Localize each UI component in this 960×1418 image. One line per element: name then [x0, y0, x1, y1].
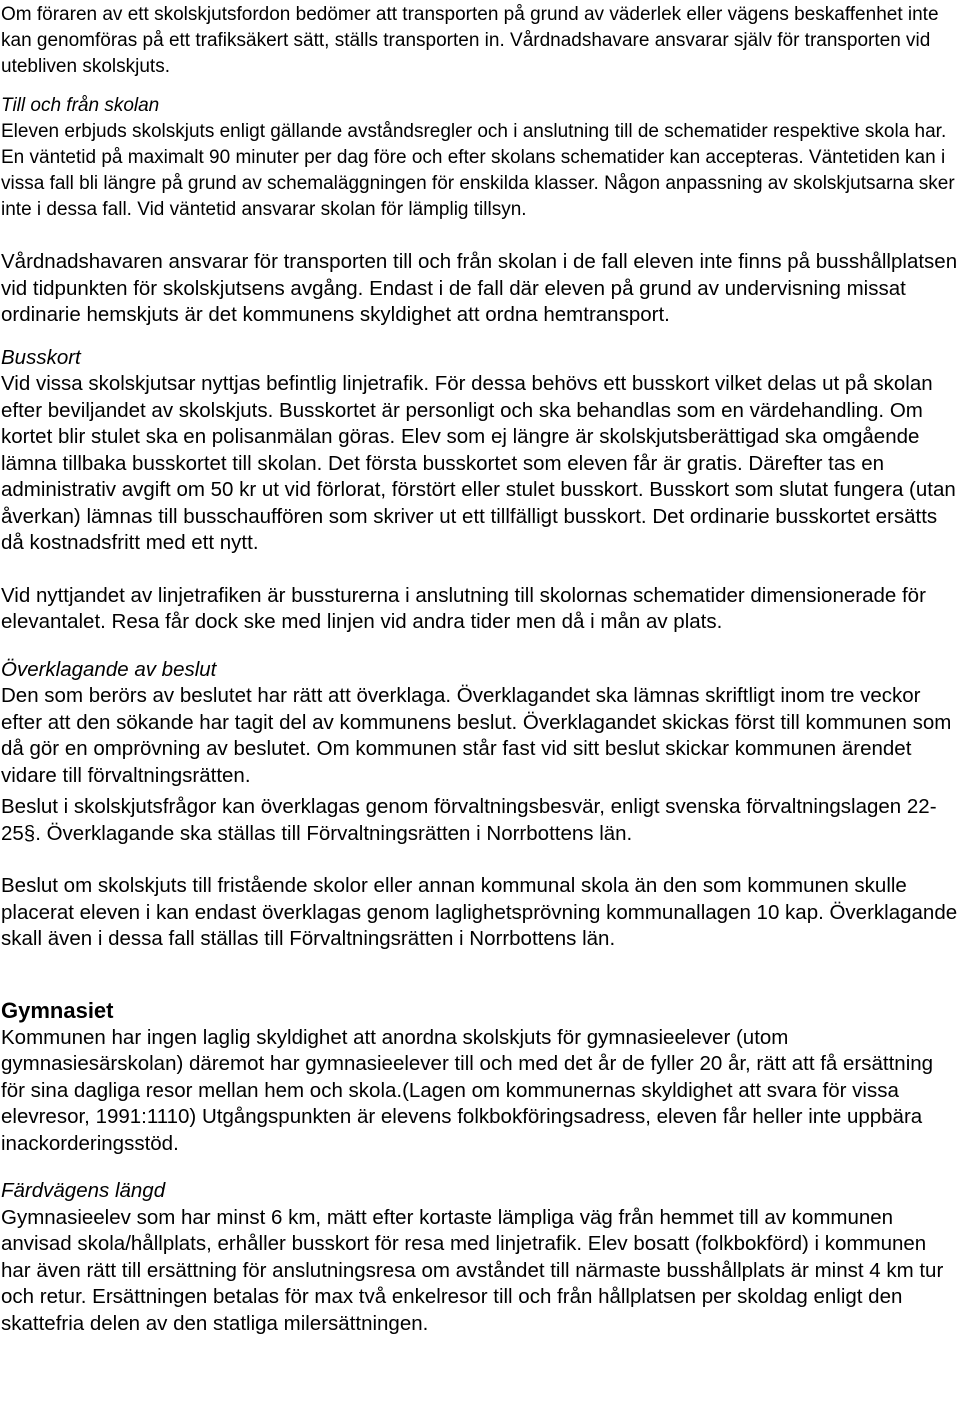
- paragraph-gymnasiet: Kommunen har ingen laglig skyldighet att anordna skolskjuts för gymnasieelever (utom gymnasiesärskolan) däremot har gymnasieelever till och med det år de fyller 20 år, rätt att få ersättning för sina dagliga resor mellan hem och skola.(Lagen om kommunernas skyldighet att svara för vissa elevresor, 1991:1110) Utgångspunkten är elevens folkbokföringsadress, eleven får heller inte uppbära inackorderingsstöd.: [1, 1025, 934, 1155]
- paragraph-fardvagens-langd: Gymnasieelev som har minst 6 km, mätt efter kortaste lämpliga väg från hemmet till av kommunen anvisad skola/hållplats, erhåller busskort för resa med linjetrafik. Elev bosatt (folkbokförd) i kommunen har även rätt till ersättning för anslutningsresa om avståndet till närmaste busshållplats är minst 4 km tur och retur. Ersättningen betalas för max två enkelresor till och från hållplatsen per skoldag enligt den skattefria delen av den statliga milersättningen.: [1, 1205, 944, 1335]
- paragraph-overklagande: Den som berörs av beslutet har rätt att överklaga. Överklagandet ska lämnas skriftligt inom tre veckor efter att den sökande har tagit del av kommunens beslut. Överklagandet skickas först till kommunen som då gör en omprövning av beslutet. Om kommunen står fast vid sitt beslut skickar kommunen ärendet vidare till förvaltningsrätten.: [1, 684, 952, 787]
- heading-gymnasiet: Gymnasiet: [1, 997, 114, 1023]
- subheading-overklagande: Överklagande av beslut: [1, 657, 217, 681]
- paragraph-fristaende-skolor: Beslut om skolskjuts till fristående skolor eller annan kommunal skola än den som kommunen skulle placerat eleven i kan endast överklagas genom laglighetsprövning kommunallagen 10 kap. Överklagande skall även i dessa fall ställas till Förvaltningsrätten i Norrbottens län.: [1, 874, 958, 950]
- subheading-busskort: Busskort: [1, 345, 81, 369]
- subheading-till-och-fran-skolan: Till och från skolan: [1, 95, 160, 116]
- paragraph-guardian-responsibility: Vårdnadshavaren ansvarar för transporten till och från skolan i de fall eleven inte finns på busshållplatsen vid tidpunkten för skolskjutsens avgång. Endast i de fall där eleven på grund av undervisning missat ordinarie hemskjuts är det kommunens skyldighet att ordna hemtransport.: [1, 250, 958, 326]
- paragraph-transport-cancelled: Om föraren av ett skolskjutsfordon bedömer att transporten på grund av väderlek eller vägens beskaffenhet inte kan genomföras på ett trafiksäkert sätt, ställs transporten in. Vårdnadshavare ansvarar själv för transporten vid utebliven skolskjuts.: [1, 4, 939, 77]
- paragraph-schedule-waiting: Eleven erbjuds skolskjuts enligt gällande avståndsregler och i anslutning till de schematider respektive skola har. En väntetid på maximalt 90 minuter per dag före och efter skolans schematider kan accepteras. Väntetiden kan i vissa fall bli längre på grund av schemaläggningen för enskilda klasser. Någon anpassning av skolskjutsarna sker inte i dessa fall. Vid väntetid ansvarar skolan för lämplig tillsyn.: [1, 121, 955, 220]
- paragraph-busskort: Vid vissa skolskjutsar nyttjas befintlig linjetrafik. För dessa behövs ett busskort vilket delas ut på skolan efter beviljandet av skolskjuts. Busskortet är personligt och ska behandlas som en värdehandling. Om kortet blir stulet ska en polisanmälan göras. Elev som ej längre är skolskjutsberättigad ska omgående lämna tillbaka busskortet till skolan. Det första busskortet som eleven får är gratis. Därefter tas en administrativ avgift om 50 kr ut vid förlorat, förstört eller stulet busskort. Busskort som slutat fungera (utan åverkan) lämnas till busschauffören som skriver ut ett tillfälligt busskort. Det ordinarie busskortet ersätts då kostnadsfritt med ett nytt.: [1, 372, 956, 554]
- paragraph-forvaltningsbesvar: Beslut i skolskjutsfrågor kan överklagas genom förvaltningsbesvär, enligt svenska förvaltningslagen 22-25§. Överklagande ska ställas till Förvaltningsrätten i Norrbottens län.: [1, 795, 937, 845]
- paragraph-linjetrafik: Vid nyttjandet av linjetrafiken är bussturerna i anslutning till skolornas schematider dimensionerade för elevantalet. Resa får dock ske med linjen vid andra tider men då i mån av plats.: [1, 583, 926, 633]
- subheading-fardvagens-langd: Färdvägens längd: [1, 1179, 166, 1202]
